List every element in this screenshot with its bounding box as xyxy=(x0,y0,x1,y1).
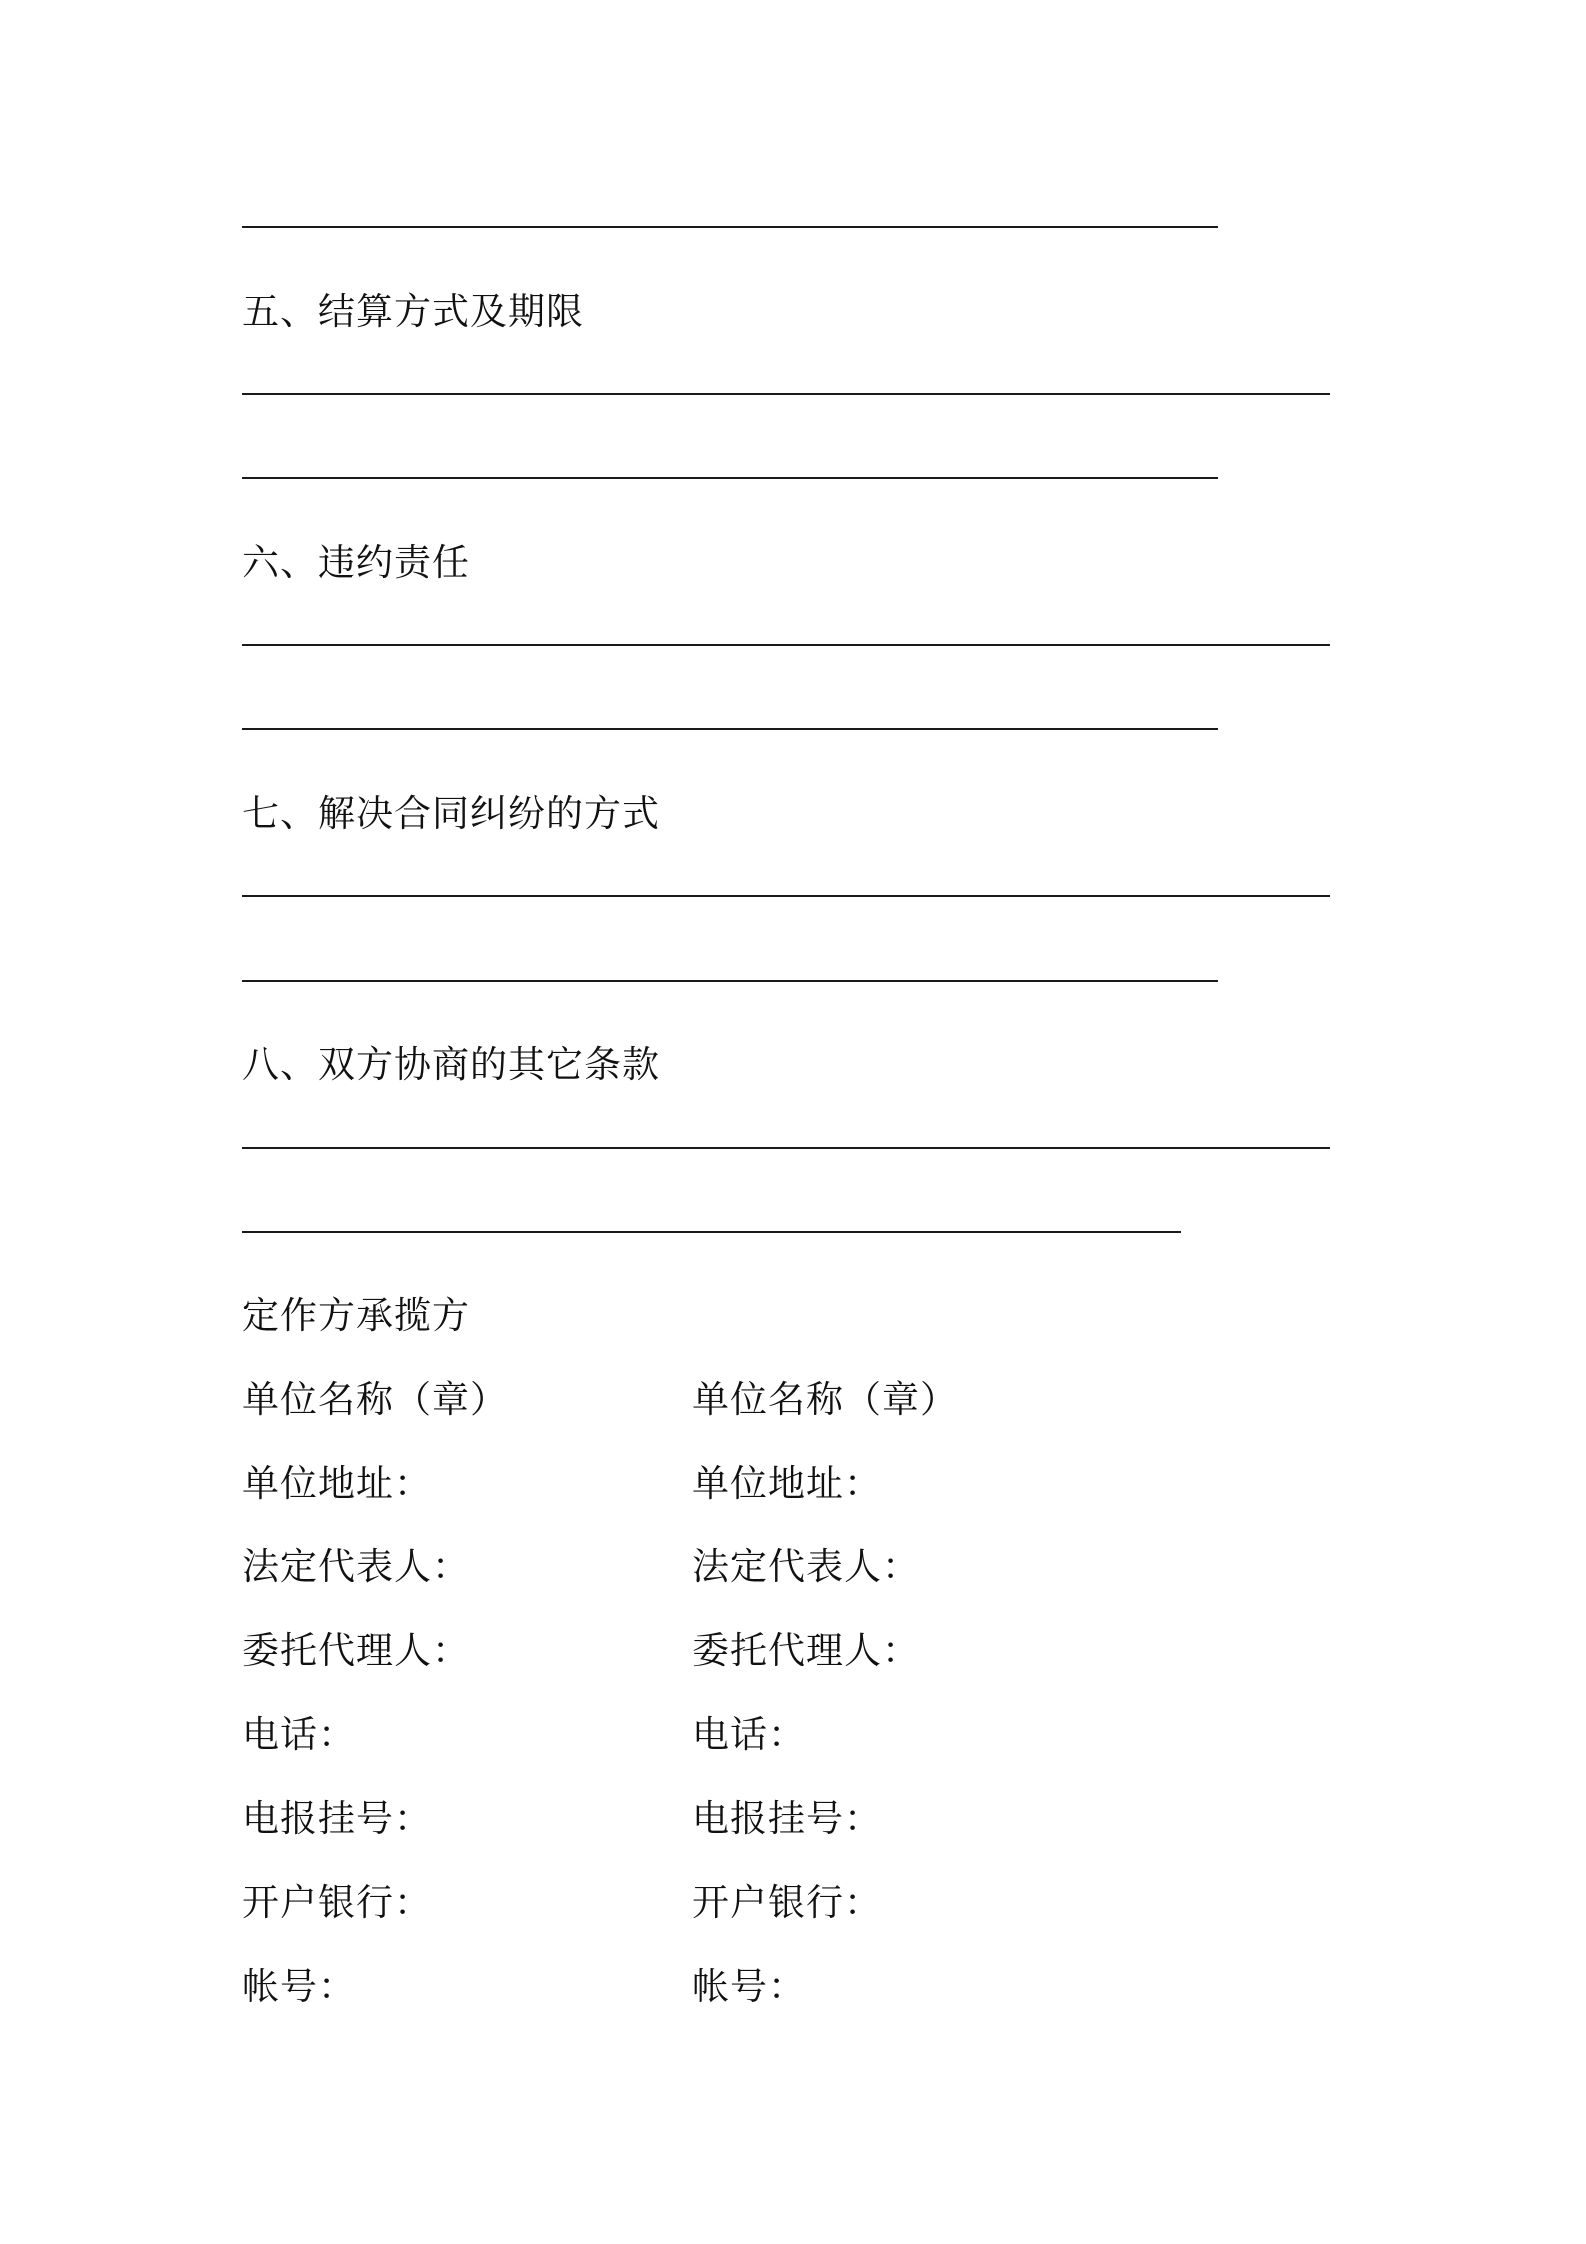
blank-line xyxy=(242,477,1218,479)
blank-line xyxy=(242,728,1218,730)
section-heading-settlement: 五、结算方式及期限 xyxy=(242,290,584,333)
left-telegraph: 电报挂号： xyxy=(242,1797,432,1840)
blank-line xyxy=(242,1231,1181,1233)
left-agent: 委托代理人： xyxy=(242,1629,470,1672)
section-heading-dispute: 七、解决合同纠纷的方式 xyxy=(242,792,660,835)
blank-line xyxy=(242,1147,1330,1149)
blank-line xyxy=(242,895,1330,897)
parties-heading: 定作方承揽方 xyxy=(242,1294,470,1337)
section-heading-liability: 六、违约责任 xyxy=(242,541,470,584)
right-unit-address: 单位地址： xyxy=(692,1462,882,1505)
left-unit-name: 单位名称（章） xyxy=(242,1378,508,1421)
right-telegraph: 电报挂号： xyxy=(692,1797,882,1840)
blank-line xyxy=(242,226,1218,228)
left-legal-rep: 法定代表人： xyxy=(242,1545,470,1588)
right-legal-rep: 法定代表人： xyxy=(692,1545,920,1588)
section-heading-other-terms: 八、双方协商的其它条款 xyxy=(242,1043,660,1086)
left-unit-address: 单位地址： xyxy=(242,1462,432,1505)
left-account: 帐号： xyxy=(242,1965,356,2008)
right-bank: 开户银行： xyxy=(692,1881,882,1924)
right-account: 帐号： xyxy=(692,1965,806,2008)
right-phone: 电话： xyxy=(692,1713,806,1756)
blank-line xyxy=(242,980,1218,982)
left-phone: 电话： xyxy=(242,1713,356,1756)
left-bank: 开户银行： xyxy=(242,1881,432,1924)
blank-line xyxy=(242,644,1330,646)
right-unit-name: 单位名称（章） xyxy=(692,1378,958,1421)
blank-line xyxy=(242,393,1330,395)
right-agent: 委托代理人： xyxy=(692,1629,920,1672)
